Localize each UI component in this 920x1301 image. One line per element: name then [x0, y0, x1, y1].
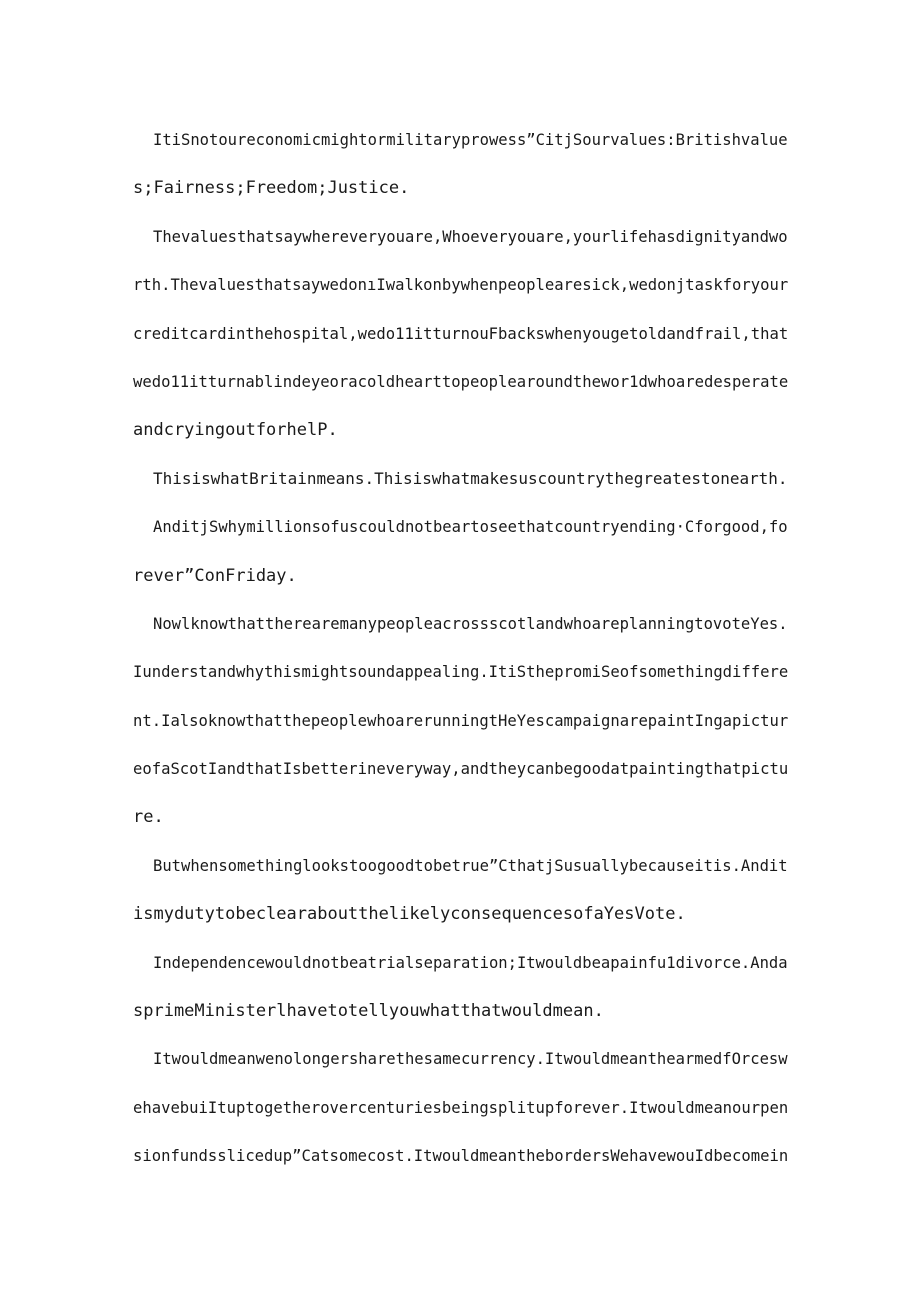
text-line: eofaScotIandthatIsbetterineveryway,andtheycanbegoodatpaintingthatpictu	[133, 760, 788, 779]
text-line: s;Fairness;Freedom;Justice.	[133, 178, 410, 199]
text-line: ItiSnotoureconomicmightormilitaryprowess”CitjSourvalues:Britishvalue	[153, 131, 788, 149]
text-line: ehavebuiItuptogetherovercenturiesbeingsplitupforever.Itwouldmeanourpen	[133, 1098, 788, 1117]
text-line: Itwouldmeanwenolongersharethesamecurrency.ItwouldmeanthearmedfOrcesw	[153, 1050, 788, 1069]
text-line: rth.ThevaluesthatsaywedonıIwalkonbywhenpeoplearesick,wedonjtaskforyour	[133, 276, 788, 295]
text-line: rever”ConFriday.	[133, 565, 297, 586]
text-line: AnditjSwhymillionsofuscouldnotbeartoseethatcountryending·Cforgood,fo	[153, 518, 788, 537]
text-line: andcryingoutforhelP.	[133, 420, 338, 441]
text-line: Independencewouldnotbeatrialseparation;Itwouldbeapainfu1divorce.Anda	[153, 953, 788, 972]
text-line: wedo11itturnablindeyeoracoldhearttopeoplearoundthewor1dwhoaredesperate	[133, 372, 788, 391]
text-line: Iunderstandwhythismightsoundappealing.ItiSthepromiSeofsomethingdiffere	[133, 663, 788, 682]
document-body	[133, 122, 788, 1187]
text-line: NowlknowthattherearemanypeopleacrossscotlandwhoareplanningtovoteYes.	[153, 614, 788, 633]
text-line: Thevaluesthatsaywhereveryouare,Whoeveryouare,yourlifehasdignityandwo	[153, 227, 788, 246]
text-line: nt.IalsoknowthatthepeoplewhoarerunningtHeYescampaignarepaintIngapictur	[133, 711, 788, 730]
text-line: creditcardinthehospital,wedo11itturnouFbackswhenyougetoldandfrail,that	[133, 324, 788, 343]
text-line: Butwhensomethinglookstoogoodtobetrue”CthatjSusuallybecauseitis.Andit	[153, 856, 788, 875]
text-line: sprimeMinisterlhavetotellyouwhatthatwouldmean.	[133, 1001, 604, 1022]
text-line: re.	[133, 807, 164, 828]
text-line: ismydutytobeclearaboutthelikelyconsequencesofaYesVote.	[133, 904, 686, 925]
text-line: ThisiswhatBritainmeans.Thisiswhatmakesuscountrythegreatestonearth.	[153, 468, 788, 488]
text-line: sionfundsslicedup”Catsomecost.ItwouldmeanthebordersWehavewouIdbecomein	[133, 1147, 788, 1166]
